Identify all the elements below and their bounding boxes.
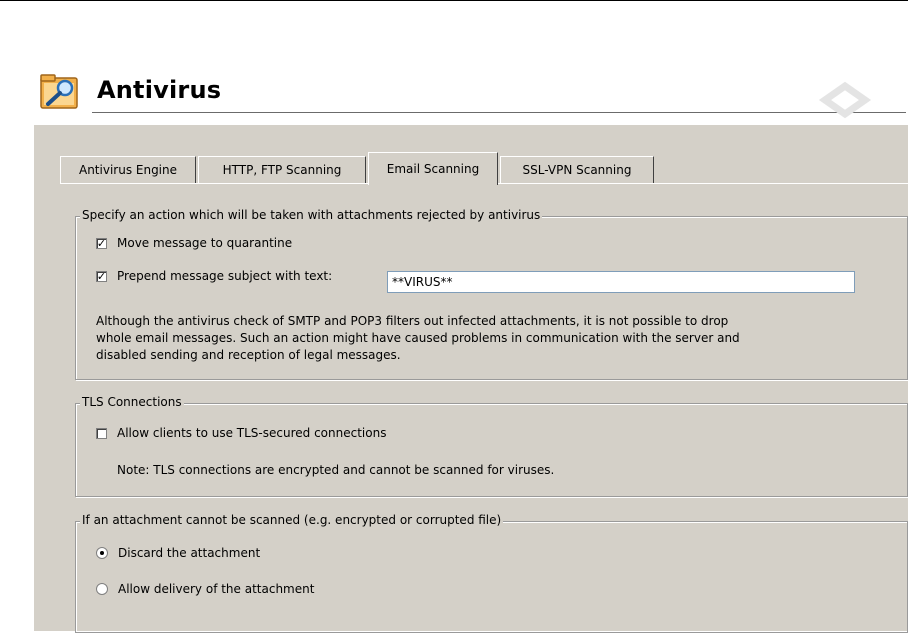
allow-tls-row — [96, 426, 386, 440]
header-divider — [92, 112, 906, 113]
group-legend: TLS Connections — [82, 395, 182, 409]
settings-panel — [34, 125, 908, 631]
allow-tls-label: Allow clients to use TLS-secured connections — [117, 426, 387, 440]
tab-email-scanning[interactable] — [368, 152, 498, 185]
attachments-note-line: disabled sending and reception of legal messages. — [96, 348, 401, 362]
antivirus-magnifier-folder-icon — [40, 72, 82, 110]
allow-delivery-row — [96, 582, 314, 596]
prepend-subject-label: Prepend message subject with text: — [117, 269, 333, 283]
tls-note-text: Note: TLS connections are encrypted and cannot be scanned for viruses. — [117, 463, 555, 477]
allow-delivery-radio[interactable] — [96, 583, 108, 595]
tls-connections-group — [75, 395, 908, 497]
page-header — [40, 70, 866, 114]
prepend-subject-checkbox[interactable]: ✓ — [96, 269, 107, 283]
page-title: Antivirus — [97, 76, 222, 104]
move-to-quarantine-row — [96, 236, 292, 250]
tab-label: Antivirus Engine — [78, 163, 178, 177]
discard-attachment-radio[interactable] — [96, 547, 108, 559]
tab-label: Email Scanning — [386, 162, 480, 176]
tab-strip — [60, 152, 908, 185]
tls-note — [117, 463, 554, 477]
move-to-quarantine-label: Move message to quarantine — [117, 236, 293, 250]
attachments-rejected-group — [75, 208, 908, 380]
move-to-quarantine-checkbox[interactable]: ✓ — [96, 236, 107, 250]
group-legend: Specify an action which will be taken with attachments rejected by antivirus — [82, 208, 541, 222]
allow-tls-checkbox[interactable] — [96, 428, 107, 439]
unscannable-attachment-group — [75, 513, 908, 633]
tab-label: HTTP, FTP Scanning — [222, 163, 342, 177]
top-border-line — [0, 0, 908, 1]
tab-label: SSL-VPN Scanning — [522, 163, 632, 177]
attachments-note-line: whole email messages. Such an action might have caused problems in communication with the server and — [96, 331, 740, 345]
discard-attachment-row — [96, 546, 260, 560]
attachments-note — [96, 313, 740, 364]
attachments-note-line: Although the antivirus check of SMTP and POP3 filters out infected attachments, it is not possible to drop — [96, 314, 729, 328]
discard-attachment-label: Discard the attachment — [118, 546, 261, 560]
group-legend: If an attachment cannot be scanned (e.g. encrypted or corrupted file) — [82, 513, 502, 527]
subject-prefix-input[interactable] — [387, 271, 855, 293]
prepend-subject-row — [96, 269, 332, 283]
tab-ssl-vpn-scanning[interactable] — [500, 156, 654, 183]
allow-delivery-label: Allow delivery of the attachment — [118, 582, 315, 596]
brand-logo-watermark-icon — [815, 78, 875, 123]
tab-http-ftp-scanning[interactable] — [198, 156, 366, 183]
tab-antivirus-engine[interactable] — [60, 156, 196, 183]
